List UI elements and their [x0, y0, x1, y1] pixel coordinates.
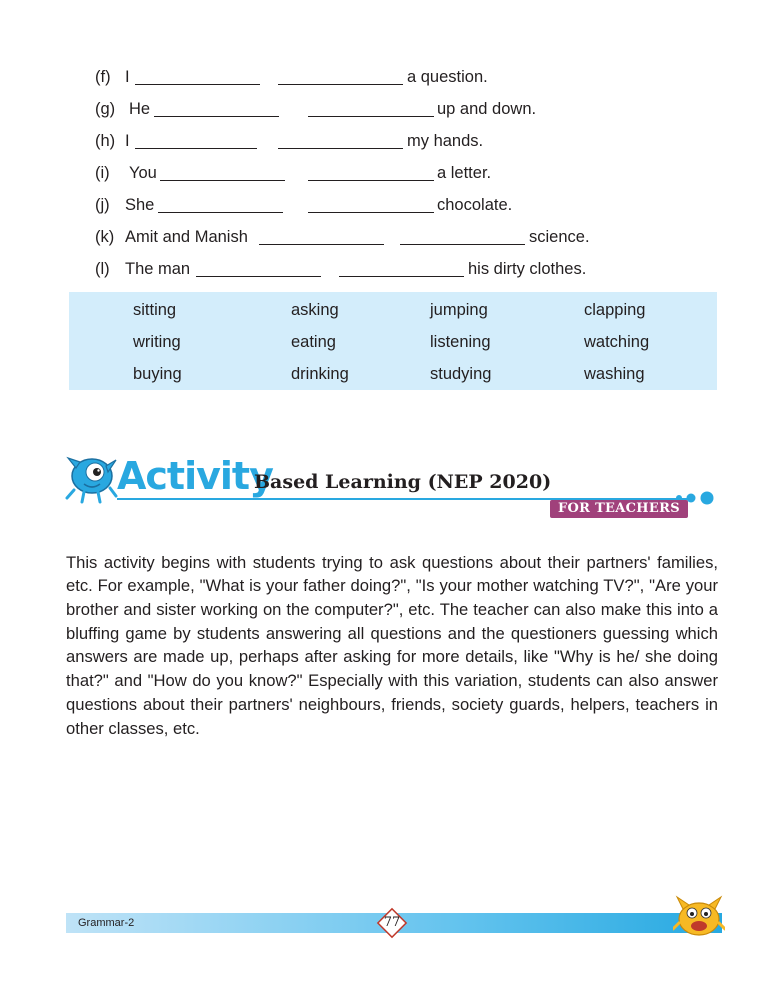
word-bank-item: writing — [133, 333, 181, 351]
word-bank-item: sitting — [133, 301, 177, 319]
item-ending: his dirty clothes. — [468, 260, 587, 278]
answer-blank-1[interactable] — [160, 162, 285, 181]
item-ending: a question. — [407, 68, 488, 86]
word-bank-item: studying — [430, 365, 492, 383]
word-bank-item: eating — [291, 333, 336, 351]
item-subject: You — [129, 164, 157, 182]
item-ending: chocolate. — [437, 196, 513, 214]
activity-paragraph: This activity begins with students trying to ask questions about their partners' families, etc. For example, "What is your father doing?", "Is your mother watching TV?", "Are your brother and sister working on the computer?", etc. The teacher can also make this into a bluffing game by students answering all questions and the questioners guessing which answers are made up, perhaps after asking for more details, like "Why is he/ she doing that?" and "How do you know?" Especially with this variation, students can also answer questions about their partners' neighbours, friends, society guards, helpers, teachers in other classes, etc. — [66, 552, 718, 738]
activity-subtitle: Based Learning (NEP 2020) — [254, 471, 552, 493]
answer-blank-2[interactable] — [278, 130, 403, 149]
item-label: (i) — [95, 164, 110, 182]
answer-blank-1[interactable] — [259, 226, 384, 245]
answer-blank-2[interactable] — [308, 194, 434, 213]
answer-blank-2[interactable] — [308, 98, 434, 117]
activity-heading — [62, 448, 722, 528]
answer-blank-2[interactable] — [308, 162, 434, 181]
item-label: (j) — [95, 196, 110, 214]
exercise-item-l — [95, 256, 735, 288]
answer-blank-1[interactable] — [154, 98, 279, 117]
exercise-list — [95, 64, 735, 288]
item-subject: Amit and Manish — [125, 228, 248, 246]
item-label: (g) — [95, 100, 116, 118]
item-label: (k) — [95, 228, 115, 246]
item-label: (f) — [95, 68, 111, 86]
answer-blank-2[interactable] — [339, 258, 464, 277]
mascot-icon — [62, 448, 120, 506]
monster-icon — [673, 893, 725, 939]
word-bank-item: jumping — [430, 301, 488, 319]
answer-blank-1[interactable] — [196, 258, 321, 277]
exercise-item-k — [95, 224, 735, 256]
exercise-item-g — [95, 96, 735, 128]
answer-blank-1[interactable] — [135, 130, 257, 149]
exercise-item-i — [95, 160, 735, 192]
item-label: (l) — [95, 260, 110, 278]
item-label: (h) — [95, 132, 116, 150]
answer-blank-1[interactable] — [158, 194, 283, 213]
item-ending: my hands. — [407, 132, 484, 150]
word-bank-item: washing — [584, 365, 645, 383]
exercise-item-f — [95, 64, 735, 96]
item-ending: up and down. — [437, 100, 537, 118]
word-bank-item: drinking — [291, 365, 349, 383]
answer-blank-2[interactable] — [278, 66, 403, 85]
book-title: Grammar-2 — [78, 917, 135, 929]
for-teachers-badge: FOR TEACHERS — [550, 500, 688, 518]
word-bank-item: listening — [430, 333, 491, 351]
answer-blank-1[interactable] — [135, 66, 260, 85]
item-subject: I — [125, 132, 130, 150]
item-subject: I — [125, 68, 130, 86]
word-bank-item: clapping — [584, 301, 646, 319]
word-bank-item: buying — [133, 365, 182, 383]
exercise-item-j — [95, 192, 735, 224]
answer-blank-2[interactable] — [400, 226, 525, 245]
word-bank-item: asking — [291, 301, 339, 319]
item-subject: The man — [125, 260, 191, 278]
page-number: 77 — [383, 915, 401, 930]
item-ending: science. — [529, 228, 590, 246]
activity-title: Activity — [117, 454, 273, 498]
word-bank-box — [69, 292, 717, 390]
exercise-item-h — [95, 128, 735, 160]
word-bank-item: watching — [584, 333, 650, 351]
item-ending: a letter. — [437, 164, 492, 182]
item-subject: She — [125, 196, 155, 214]
item-subject: He — [129, 100, 151, 118]
